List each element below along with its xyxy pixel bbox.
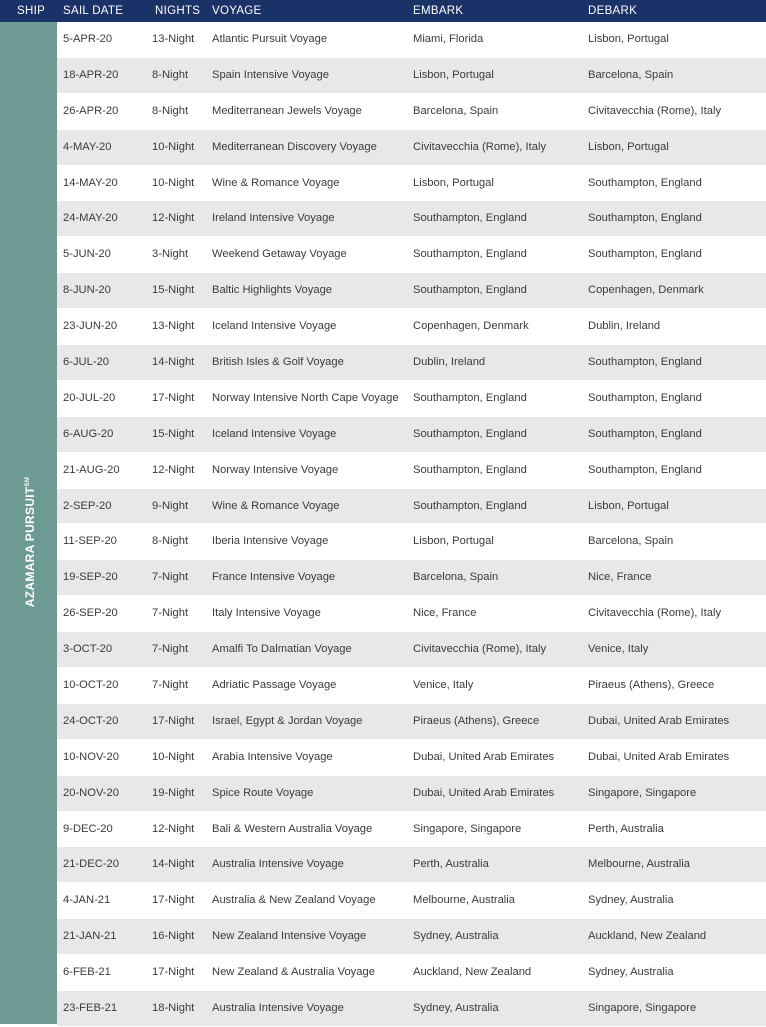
embark-cell: Miami, Florida — [413, 33, 484, 45]
voyage-cell: Norway Intensive Voyage — [212, 463, 339, 476]
table-row — [57, 453, 766, 489]
sail-date-cell: 21-JAN-21 — [63, 930, 117, 943]
debark-cell: Dublin, Ireland — [588, 320, 661, 333]
voyage-cell: Mediterranean Discovery Voyage — [212, 140, 377, 153]
table-row — [57, 237, 766, 273]
debark-cell: Venice, Italy — [588, 643, 649, 656]
voyage-cell: Iceland Intensive Voyage — [212, 320, 337, 333]
voyage-cell: Bali & Western Australia Voyage — [212, 822, 373, 835]
voyage-cell: Arabia Intensive Voyage — [212, 750, 333, 763]
embark-cell: Sydney, Australia — [413, 930, 499, 943]
table-row — [57, 201, 766, 237]
embark-cell: Perth, Australia — [413, 858, 489, 871]
sail-date-cell: 9-DEC-20 — [63, 822, 113, 835]
voyage-cell: Israel, Egypt & Jordan Voyage — [212, 714, 363, 727]
embark-cell: Southampton, England — [413, 499, 527, 512]
ship-band — [0, 22, 57, 1024]
nights-cell: 12-Night — [152, 463, 195, 476]
sail-date-cell: 4-JAN-21 — [63, 894, 111, 907]
voyage-cell: Australia & New Zealand Voyage — [212, 894, 376, 907]
header-voyage: VOYAGE — [212, 5, 262, 17]
nights-cell: 7-Night — [152, 571, 189, 584]
nights-cell: 7-Night — [152, 643, 189, 656]
table-row — [57, 524, 766, 560]
debark-cell: Southampton, England — [588, 427, 702, 440]
embark-cell: Dublin, Ireland — [413, 356, 486, 369]
debark-cell: Barcelona, Spain — [588, 535, 674, 548]
debark-cell: Dubai, United Arab Emirates — [588, 750, 730, 763]
embark-cell: Singapore, Singapore — [413, 822, 522, 835]
debark-cell: Auckland, New Zealand — [588, 930, 707, 943]
nights-cell: 10-Night — [152, 176, 195, 189]
sail-date-cell: 24-MAY-20 — [63, 212, 118, 225]
voyage-cell: Spice Route Voyage — [212, 786, 314, 799]
table-row — [57, 812, 766, 848]
embark-cell: Auckland, New Zealand — [413, 966, 532, 979]
voyage-cell: Australia Intensive Voyage — [212, 1002, 344, 1015]
embark-cell: Southampton, England — [413, 391, 527, 404]
sail-date-cell: 8-JUN-20 — [63, 284, 111, 297]
debark-cell: Singapore, Singapore — [588, 786, 697, 799]
embark-cell: Civitavecchia (Rome), Italy — [413, 643, 547, 656]
header-nights: NIGHTS — [155, 5, 201, 17]
header-embark: EMBARK — [413, 5, 464, 17]
voyage-cell: Italy Intensive Voyage — [212, 607, 321, 620]
table-row — [57, 345, 766, 381]
voyage-cell: Mediterranean Jewels Voyage — [212, 104, 362, 117]
nights-cell: 8-Night — [152, 68, 189, 81]
nights-cell: 17-Night — [152, 714, 195, 727]
table-row — [57, 991, 766, 1027]
embark-cell: Venice, Italy — [413, 679, 474, 692]
table-row — [57, 58, 766, 94]
nights-cell: 12-Night — [152, 822, 195, 835]
voyage-cell: Atlantic Pursuit Voyage — [212, 33, 328, 45]
debark-cell: Civitavecchia (Rome), Italy — [588, 104, 722, 117]
nights-cell: 12-Night — [152, 212, 195, 225]
nights-cell: 13-Night — [152, 320, 195, 333]
nights-cell: 17-Night — [152, 391, 195, 404]
debark-cell: Southampton, England — [588, 248, 702, 261]
voyage-cell: Wine & Romance Voyage — [212, 499, 340, 512]
embark-cell: Southampton, England — [413, 212, 527, 225]
voyage-cell: New Zealand Intensive Voyage — [212, 930, 367, 943]
service-mark: SM — [25, 476, 31, 487]
nights-cell: 19-Night — [152, 786, 195, 799]
nights-cell: 9-Night — [152, 499, 189, 512]
nights-cell: 16-Night — [152, 930, 195, 943]
table-row — [57, 847, 766, 883]
nights-cell: 15-Night — [152, 427, 195, 440]
debark-cell: Barcelona, Spain — [588, 68, 674, 81]
debark-cell: Singapore, Singapore — [588, 1002, 697, 1015]
debark-cell: Sydney, Australia — [588, 894, 674, 907]
debark-cell: Southampton, England — [588, 356, 702, 369]
embark-cell: Barcelona, Spain — [413, 104, 499, 117]
table-row — [57, 94, 766, 130]
embark-cell: Dubai, United Arab Emirates — [413, 750, 555, 763]
nights-cell: 14-Night — [152, 356, 195, 369]
embark-cell: Melbourne, Australia — [413, 894, 515, 907]
sail-date-cell: 21-AUG-20 — [63, 463, 120, 476]
nights-cell: 17-Night — [152, 966, 195, 979]
voyage-cell: Australia Intensive Voyage — [212, 858, 344, 871]
sail-date-cell: 6-FEB-21 — [63, 966, 111, 979]
embark-cell: Dubai, United Arab Emirates — [413, 786, 555, 799]
embark-cell: Sydney, Australia — [413, 1002, 499, 1015]
debark-cell: Lisbon, Portugal — [588, 33, 669, 45]
table-row — [57, 668, 766, 704]
embark-cell: Southampton, England — [413, 427, 527, 440]
header-ship: SHIP — [17, 5, 46, 17]
embark-cell: Southampton, England — [413, 463, 527, 476]
voyage-cell: Weekend Getaway Voyage — [212, 248, 347, 261]
voyage-cell: Norway Intensive North Cape Voyage — [212, 391, 399, 404]
sail-date-cell: 5-JUN-20 — [63, 248, 111, 261]
voyage-cell: Wine & Romance Voyage — [212, 176, 340, 189]
nights-cell: 15-Night — [152, 284, 195, 297]
sail-date-cell: 23-FEB-21 — [63, 1002, 118, 1015]
debark-cell: Sydney, Australia — [588, 966, 674, 979]
debark-cell: Civitavecchia (Rome), Italy — [588, 607, 722, 620]
nights-cell: 10-Night — [152, 140, 195, 153]
sail-date-cell: 23-JUN-20 — [63, 320, 118, 333]
nights-cell: 8-Night — [152, 535, 189, 548]
voyage-cell: Spain Intensive Voyage — [212, 68, 329, 81]
table-row — [57, 919, 766, 955]
voyage-cell: New Zealand & Australia Voyage — [212, 966, 375, 979]
debark-cell: Lisbon, Portugal — [588, 499, 669, 512]
table-row — [57, 560, 766, 596]
table-row — [57, 417, 766, 453]
table-row — [57, 704, 766, 740]
nights-cell: 13-Night — [152, 33, 195, 45]
embark-cell: Lisbon, Portugal — [413, 535, 494, 548]
nights-cell: 17-Night — [152, 894, 195, 907]
voyage-cell: Iberia Intensive Voyage — [212, 535, 329, 548]
ship-name-text: AZAMARA PURSUIT — [23, 486, 37, 608]
sail-date-cell: 26-SEP-20 — [63, 607, 118, 620]
sail-date-cell: 10-NOV-20 — [63, 750, 119, 763]
table-header — [0, 0, 766, 22]
table-row — [57, 309, 766, 345]
sail-date-cell: 6-AUG-20 — [63, 427, 114, 440]
table-row — [57, 883, 766, 919]
table-row — [57, 166, 766, 202]
table-row — [57, 740, 766, 776]
voyage-cell: Iceland Intensive Voyage — [212, 427, 337, 440]
debark-cell: Melbourne, Australia — [588, 858, 690, 871]
debark-cell: Southampton, England — [588, 463, 702, 476]
table-row — [57, 273, 766, 309]
voyage-cell: Adriatic Passage Voyage — [212, 679, 337, 692]
voyage-table-body — [57, 22, 766, 1027]
sail-date-cell: 4-MAY-20 — [63, 140, 112, 153]
sail-date-cell: 18-APR-20 — [63, 68, 119, 81]
sail-date-cell: 20-NOV-20 — [63, 786, 119, 799]
ship-name — [23, 477, 37, 607]
voyage-cell: British Isles & Golf Voyage — [212, 356, 344, 369]
debark-cell: Nice, France — [588, 571, 652, 584]
header-debark: DEBARK — [588, 5, 638, 17]
embark-cell: Southampton, England — [413, 284, 527, 297]
embark-cell: Piraeus (Athens), Greece — [413, 714, 540, 727]
debark-cell: Southampton, England — [588, 176, 702, 189]
table-row — [57, 489, 766, 525]
sail-date-cell: 6-JUL-20 — [63, 356, 110, 369]
nights-cell: 7-Night — [152, 607, 189, 620]
sail-date-cell: 5-APR-20 — [63, 33, 113, 45]
embark-cell: Nice, France — [413, 607, 477, 620]
embark-cell: Copenhagen, Denmark — [413, 320, 529, 333]
sail-date-cell: 19-SEP-20 — [63, 571, 118, 584]
table-row — [57, 955, 766, 991]
sail-date-cell: 24-OCT-20 — [63, 714, 119, 727]
debark-cell: Dubai, United Arab Emirates — [588, 714, 730, 727]
debark-cell: Southampton, England — [588, 212, 702, 225]
sail-date-cell: 26-APR-20 — [63, 104, 119, 117]
sail-date-cell: 2-SEP-20 — [63, 499, 112, 512]
embark-cell: Lisbon, Portugal — [413, 176, 494, 189]
debark-cell: Copenhagen, Denmark — [588, 284, 704, 297]
embark-cell: Lisbon, Portugal — [413, 68, 494, 81]
voyage-cell: France Intensive Voyage — [212, 571, 336, 584]
table-row — [57, 381, 766, 417]
table-row — [57, 22, 766, 58]
sail-date-cell: 3-OCT-20 — [63, 643, 113, 656]
debark-cell: Perth, Australia — [588, 822, 664, 835]
nights-cell: 10-Night — [152, 750, 195, 763]
voyage-cell: Amalfi To Dalmatian Voyage — [212, 643, 352, 656]
nights-cell: 8-Night — [152, 104, 189, 117]
embark-cell: Civitavecchia (Rome), Italy — [413, 140, 547, 153]
sail-date-cell: 11-SEP-20 — [63, 535, 117, 548]
nights-cell: 3-Night — [152, 248, 189, 261]
sail-date-cell: 20-JUL-20 — [63, 391, 116, 404]
debark-cell: Southampton, England — [588, 391, 702, 404]
debark-cell: Lisbon, Portugal — [588, 140, 669, 153]
debark-cell: Piraeus (Athens), Greece — [588, 679, 715, 692]
table-row — [57, 776, 766, 812]
table-row — [57, 596, 766, 632]
sail-date-cell: 21-DEC-20 — [63, 858, 119, 871]
nights-cell: 7-Night — [152, 679, 189, 692]
embark-cell: Barcelona, Spain — [413, 571, 499, 584]
nights-cell: 14-Night — [152, 858, 195, 871]
embark-cell: Southampton, England — [413, 248, 527, 261]
table-row — [57, 632, 766, 668]
voyage-cell: Ireland Intensive Voyage — [212, 212, 335, 225]
nights-cell: 18-Night — [152, 1002, 195, 1015]
voyage-cell: Baltic Highlights Voyage — [212, 284, 333, 297]
sail-date-cell: 14-MAY-20 — [63, 176, 118, 189]
header-sail-date: SAIL DATE — [63, 5, 124, 17]
table-row — [57, 130, 766, 166]
sail-date-cell: 10-OCT-20 — [63, 679, 119, 692]
